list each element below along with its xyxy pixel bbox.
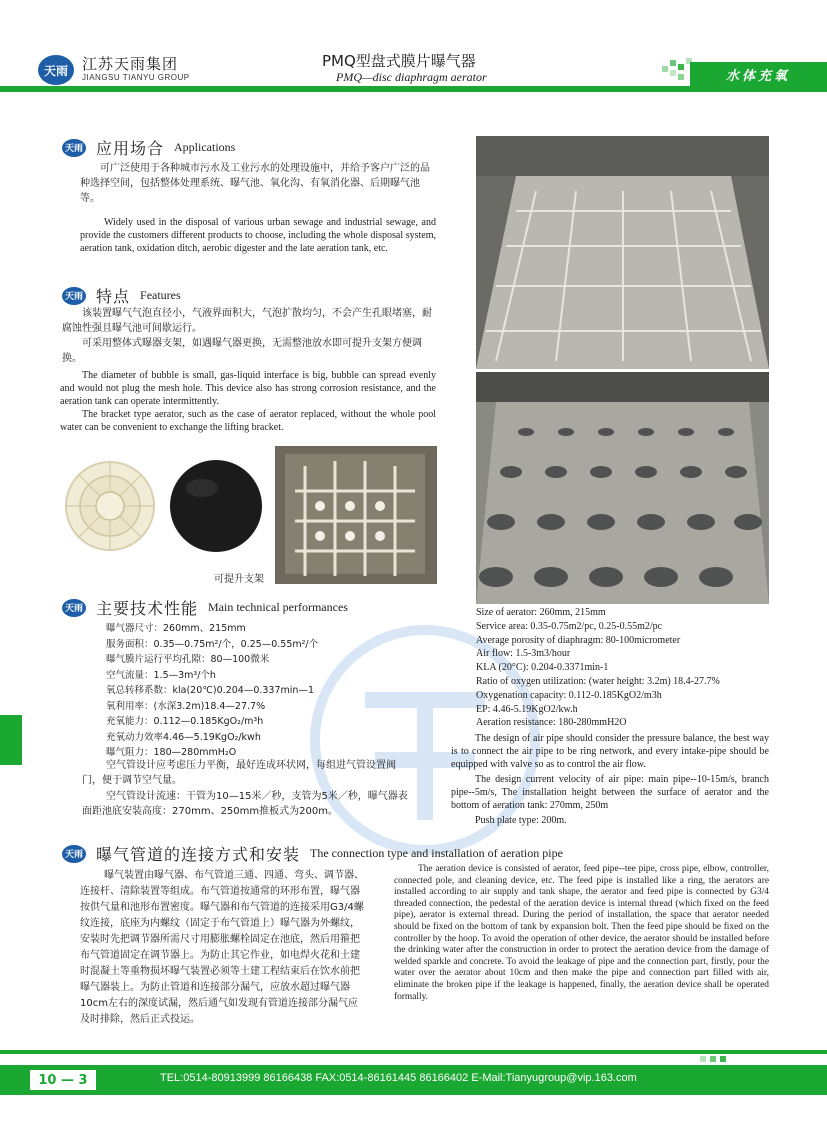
spec-list-cn: [106, 621, 406, 761]
contact-info: TEL:0514-80913999 86166438 FAX:0514-86161445 86166402 E-Mail:Tianyugroup@vip.163.com: [160, 1072, 637, 1084]
brand-bullet-icon: 天雨: [62, 139, 86, 157]
page-title-cn: PMQ型盘式膜片曝气器: [322, 52, 476, 70]
aeration-tank-photo-1: [476, 136, 769, 369]
features-text-en-2: The bracket type aerator, such as the case of aerator replaced, without the whole pool water can be convenient to exchange the lifting bracket.: [60, 409, 436, 433]
performance-text-cn-2: 空气管设计流速：干管为10—15米／秒，支管为5米／秒，曝气器表面距池底安装高度：270mm、250mm推板式为200m。: [82, 791, 408, 817]
applications-text-en: Widely used in the disposal of various urban sewage and industrial sewage, and provide the customers different products to choose, including the whole disposal system, aeration tank, oxidation ditch, aerobic digester and the late aeration tank, etc.: [80, 217, 436, 254]
header-divider: [0, 86, 827, 92]
heading-cn: 应用场合: [96, 139, 165, 158]
spec-item: Oxygenation capacity: 0.112-0.185KgO2/m3h: [476, 689, 662, 701]
features-text-en-1: The diameter of bubble is small, gas-liquid interface is big, bubble can spread evenly and would not plug the mesh hole. This device also has strong corrosion resistance, and the aeration tank can operate intermittently.: [60, 370, 436, 407]
section-heading-connection: [62, 842, 563, 865]
heading-en: Applications: [174, 140, 236, 154]
performance-text-cn-1: 空气管设计应考虑压力平衡，最好连成环状网，每组进气管设置阀门，便于调节空气量。: [82, 760, 396, 786]
aeration-tank-photo-2: [476, 372, 769, 604]
spec-item: 曝气膜片运行平均孔隙：80—100微米: [106, 654, 270, 665]
heading-cn: 特点: [96, 287, 131, 306]
spec-item: KLA (20°C): 0.204-0.3371min-1: [476, 662, 609, 674]
lifting-bracket-photo: [275, 446, 437, 584]
performance-text-en-1: The design of air pipe should consider the pressure balance, the best way is to connect the air pipe to be ring network, and every intake-pipe should be equipped with valve so as to control the air flow.: [451, 733, 769, 770]
connection-text-cn: 曝气装置由曝气器、布气管道三通、四通、弯头、调节器、连接杆、清除装置等组成。布气管道按通常的环形布置，曝气器按供气量和池形布置密度。曝气器和布气管道的连接采用G3/4螺纹连接，底座为内螺纹（固定于布气管道上）曝气器为外螺纹，安装时先把调节器所需尺寸用膨胀螺栓固定在池底，然后用箍把布气管道固定在调节器上。为防止其它作业，如电焊火花和土建时混凝土等重物损坏曝气装置必须等土建工程结束后在饮水前把曝气器装上。为防止管道和连接部分漏气，应放水超过曝气器10cm左右的深度试漏，然后通气如发现有管道连接部分漏气应及时排除，然后正式投运。: [80, 870, 364, 1025]
spec-item: 充氧动力效率4.46—5.19KgO₂/kwh: [106, 731, 261, 743]
features-text-cn-2: 可采用整体式曝器支架，如遇曝气器更换，无需整池放水即可提升支架方便调换。: [62, 338, 422, 364]
heading-en: The connection type and installation of aeration pipe: [310, 846, 563, 860]
heading-cn: 主要技术性能: [96, 599, 199, 618]
company-logo: 天雨: [38, 55, 74, 85]
aeration-tank-diffusers-icon: [476, 372, 769, 604]
heading-cn: 曝气管道的连接方式和安装: [96, 845, 301, 864]
heading-en: Features: [140, 288, 181, 302]
page-number: 10 — 3: [28, 1068, 98, 1092]
lifting-bracket-grid-icon: [275, 446, 437, 584]
photo-caption: 可提升支架: [214, 574, 264, 585]
spec-item: 曝气器尺寸：260mm、215mm: [106, 623, 246, 634]
connection-text-en: The aeration device is consisted of aerator, feed pipe--tee pipe, cross pipe, elbow, controller, connected pole, and cleaning device, etc. The feed pipe is installed like a ring, the aerators are installed according to air supply and tank shape, the aerator and feed pipe is connected by G3/4 threaded connection, the pedestal of the aeration device is internal thread (which fixed on the feed pipe), aerator is external thread. During the period of installation, the space that aerator needed should be fixed on the bottom of tank by expansion bolt. Then the feed pipe should be fixed on the controller by the hoop. To avoid the operation of other device, the aerator should be installed before the drinking water after the construction in order to protect the aeration device from the damage of welded sparkle and concrete. To avoid the leakage of pipe and the connection part, firstly, pour the water over the aerator about 10cm and then make the pipe and connection part filled with air, eliminate the broken pipe if the leakage is happened, finally, the aeration device shall be operated formally.: [394, 864, 769, 1002]
side-tab: [0, 715, 22, 765]
spec-item: Air flow: 1.5-3m3/hour: [476, 648, 571, 660]
section-heading-performance: [62, 596, 348, 619]
spec-item: Average porosity of diaphragm: 80-100micrometer: [476, 634, 681, 646]
performance-text-en-2: The design current velocity of air pipe: main pipe--10-15m/s, branch pipe--5m/s, The installation height between the surface of aerator and the bottom of aeration tank: 270mm, 250m: [451, 774, 769, 811]
section-heading-features: [62, 284, 181, 307]
spec-list-en: [476, 606, 769, 730]
spec-item: Aeration resistance: 180-280mmH2O: [476, 717, 627, 729]
features-text-cn-1: 该装置曝气气泡直径小，气液界面积大，气泡扩散均匀，不会产生孔眼堵塞，耐腐蚀性强且曝气池可间歇运行。: [62, 308, 432, 334]
spec-item: Ratio of oxygen utilization: (water height: 3.2m) 18.4-27.7%: [476, 675, 720, 687]
spec-item: 曝气阻力：180—280mmH₂O: [106, 747, 237, 758]
white-disc-aerator-photo: [62, 458, 158, 554]
heading-en: Main technical performances: [208, 600, 348, 614]
footer-squares-icon: [700, 1054, 827, 1064]
spec-item: 服务面积：0.35—0.75m²/个，0.25—0.55m²/个: [106, 638, 319, 650]
page-title-en: PMQ—disc diaphragm aerator: [336, 70, 487, 84]
spec-item: EP: 4.46-5.19KgO2/kw.h: [476, 703, 578, 715]
section-heading-applications: [62, 136, 235, 159]
brand-bullet-icon: 天雨: [62, 599, 86, 617]
spec-item: Service area: 0.35-0.75m2/pc, 0.25-0.55m2/pc: [476, 620, 663, 632]
applications-text-cn: 可广泛使用于各种城市污水及工业污水的处理设施中，并给予客户广泛的品种选择空间，包括整体处理系统、曝气池、氧化沟、有氧消化器、后期曝气池等。: [80, 163, 430, 204]
spec-item: 空气流量：1.5—3m³/个h: [106, 669, 216, 681]
spec-item: Size of aerator: 260mm, 215mm: [476, 607, 606, 618]
category-tag: 水体充氧: [690, 62, 827, 86]
brand-bullet-icon: 天雨: [62, 845, 86, 863]
black-diaphragm-photo: [166, 456, 266, 556]
performance-text-en-3: Push plate type: 200m.: [475, 815, 567, 826]
company-name-cn: 江苏天雨集团: [82, 55, 179, 73]
spec-item: 充氧能力：0.112—0.185KgO₂/m³h: [106, 716, 264, 727]
spec-item: 氧总转移系数：kla(20℃)0.204—0.337min—1: [106, 685, 314, 696]
company-name-en: JIANGSU TIANYU GROUP: [82, 73, 190, 82]
aeration-tank-grid-icon: [476, 136, 769, 369]
brand-bullet-icon: 天雨: [62, 287, 86, 305]
spec-item: 氧利用率：(水深3.2m)18.4—27.7%: [106, 700, 266, 712]
